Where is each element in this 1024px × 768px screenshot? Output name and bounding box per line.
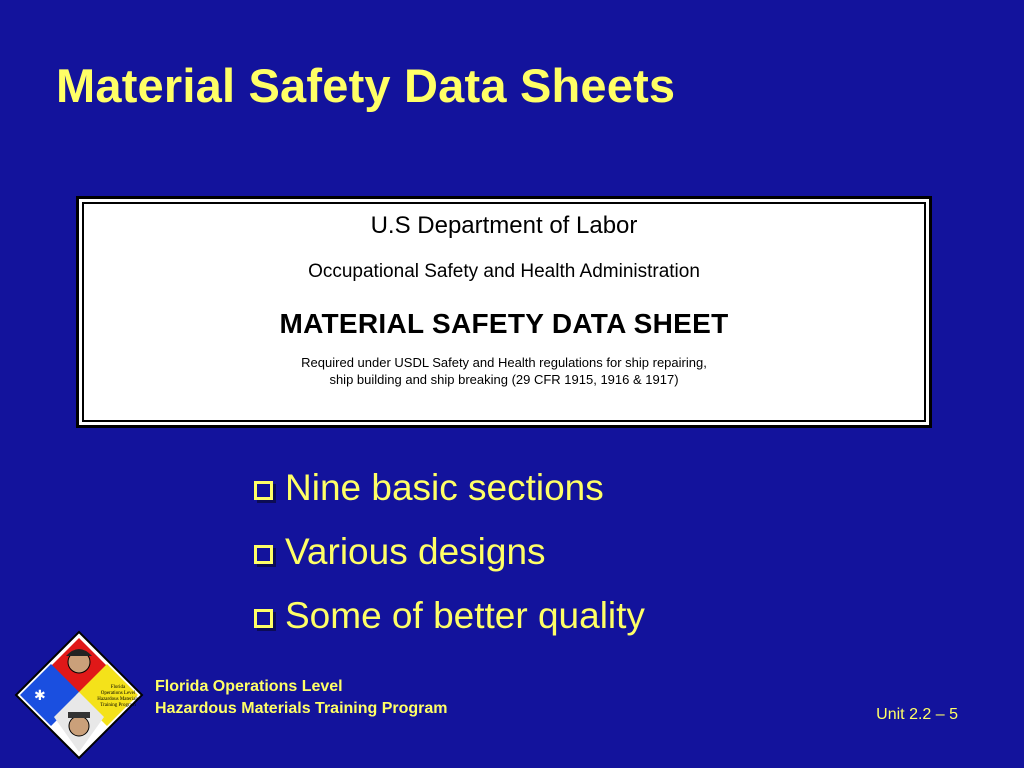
bullet-text: Nine basic sections xyxy=(285,467,604,508)
program-name-line-2: Hazardous Materials Training Program xyxy=(155,700,448,717)
checkbox-bullet-icon xyxy=(254,609,273,628)
bullet-item xyxy=(254,520,645,584)
program-name-line-1: Florida Operations Level xyxy=(155,678,343,695)
checkbox-bullet-icon xyxy=(254,481,273,500)
logo-line-3: Hazardous Materials xyxy=(97,697,139,702)
bullet-list xyxy=(254,456,645,648)
officer-icon xyxy=(69,716,89,736)
slide-title: Material Safety Data Sheets xyxy=(56,59,676,112)
program-name xyxy=(155,676,448,720)
hazmat-diamond-logo xyxy=(14,630,144,760)
checkbox-bullet-icon xyxy=(254,545,273,564)
bullet-item xyxy=(254,456,645,520)
form-note-line-2: ship building and ship breaking (29 CFR 1915, 1916 & 1917) xyxy=(329,372,679,387)
star-of-life-icon: ✱ xyxy=(34,688,46,704)
unit-slide-number: Unit 2.2 – 5 xyxy=(876,706,958,723)
form-note-line-1: Required under USDL Safety and Health regulations for ship repairing, xyxy=(301,355,707,370)
bullet-item xyxy=(254,584,645,648)
form-department: U.S Department of Labor xyxy=(370,212,638,239)
msds-form-header-image xyxy=(76,196,932,428)
logo-line-2: Operations Level xyxy=(100,691,136,696)
bullet-text: Various designs xyxy=(285,531,546,572)
cap-icon xyxy=(68,712,90,718)
form-heading: MATERIAL SAFETY DATA SHEET xyxy=(279,308,729,339)
bullet-text: Some of better quality xyxy=(285,595,645,636)
logo-line-4: Training Program xyxy=(100,703,136,708)
form-agency: Occupational Safety and Health Administration xyxy=(308,261,700,282)
form-note xyxy=(79,354,929,388)
logo-line-1: Florida xyxy=(110,685,126,690)
